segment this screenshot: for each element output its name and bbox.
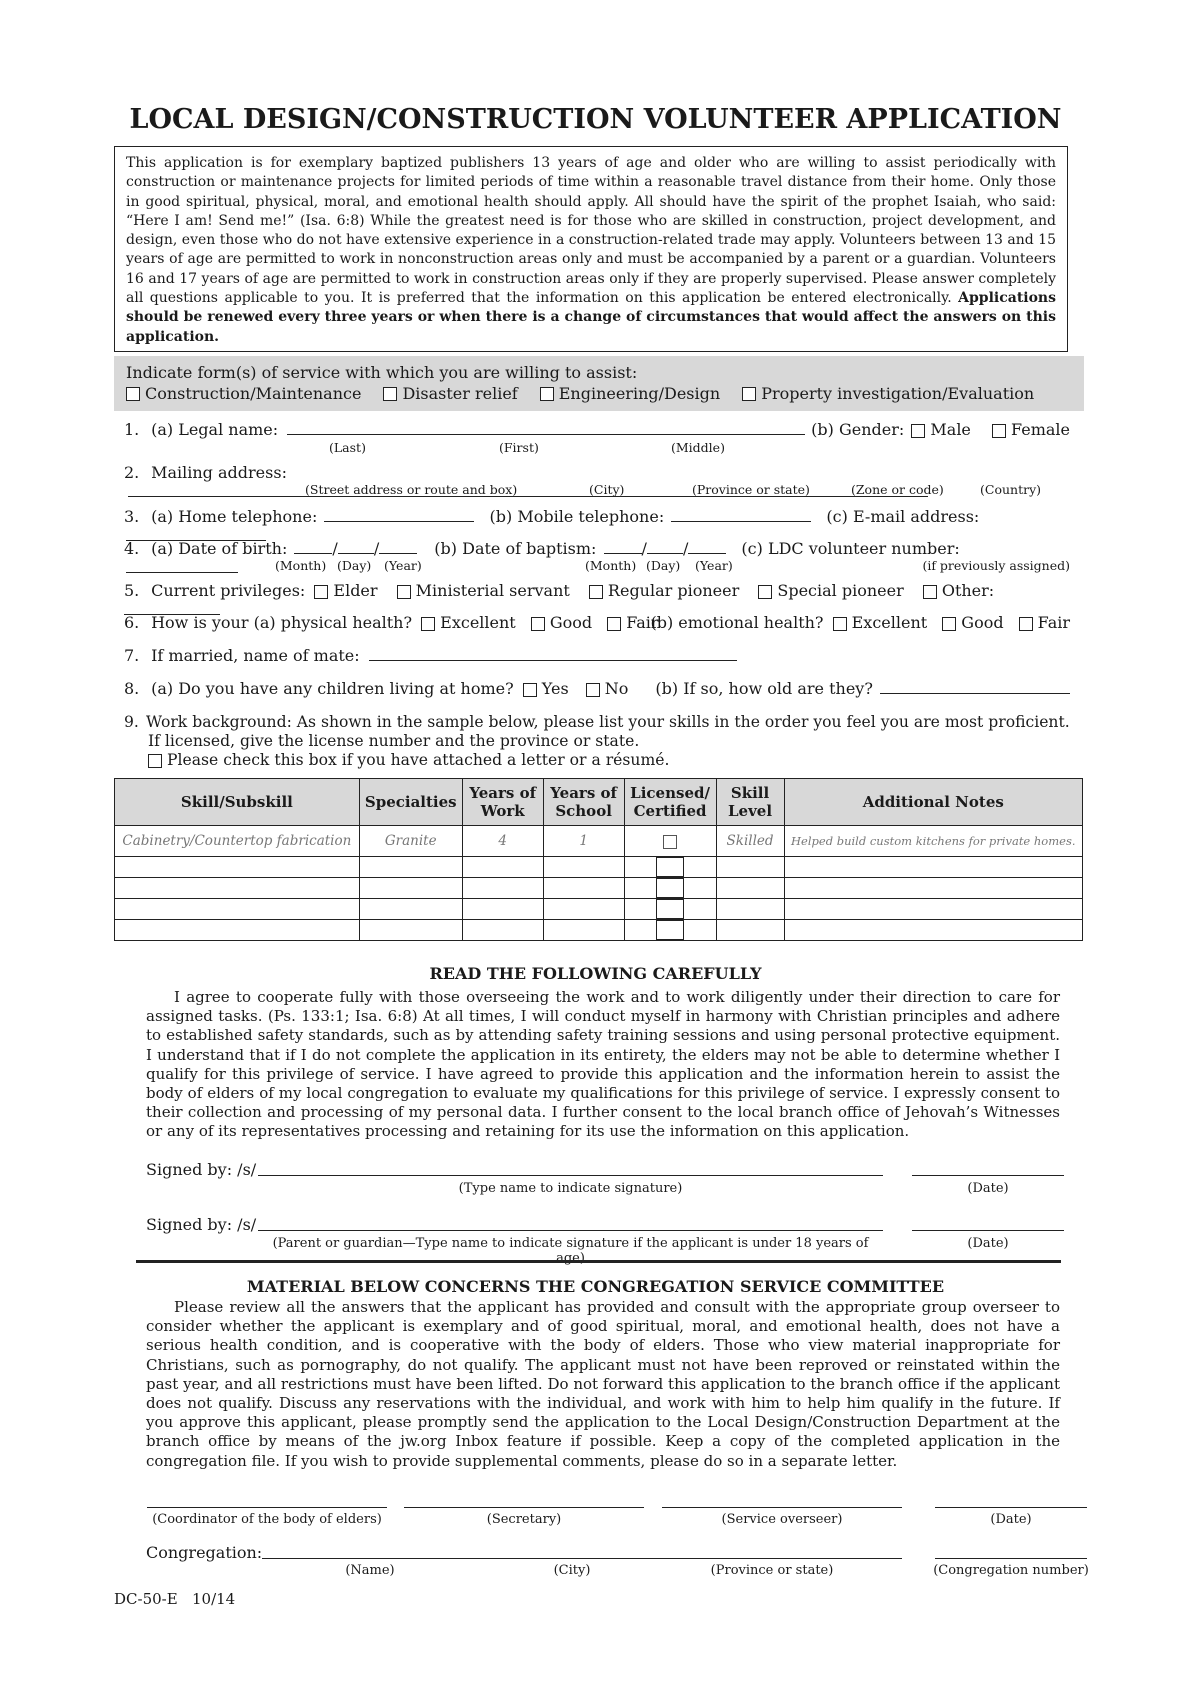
- physical-health-label: How is your (a) physical health?: [151, 613, 413, 632]
- service-type-section: [114, 356, 1084, 411]
- disaster-relief-label: Disaster relief: [402, 384, 518, 403]
- sample-years-school: 1: [543, 826, 624, 857]
- years-work-cell[interactable]: [462, 899, 543, 920]
- resume-checkbox[interactable]: [148, 754, 162, 768]
- children-yes-checkbox[interactable]: [523, 683, 537, 697]
- table-row: [115, 857, 1083, 878]
- dob-label: (a) Date of birth:: [151, 539, 288, 558]
- first-caption: (First): [499, 440, 539, 455]
- cong-province-caption: (Province or state): [710, 1563, 834, 1578]
- intro-bold-text: Applications should be renewed every three years or when there is a change of circumstances that would affect the answers on this application.: [126, 290, 1056, 345]
- mate-name-field[interactable]: [369, 646, 737, 661]
- other-label: Other:: [941, 581, 995, 600]
- question-8: [124, 679, 1070, 703]
- emotional-fair-checkbox[interactable]: [1019, 617, 1033, 631]
- guardian-signature-caption: (Parent or guardian—Type name to indicate signature if the applicant is under 18 years of age): [272, 1236, 869, 1266]
- emotional-good-label: Good: [961, 613, 1004, 632]
- q8-number: 8.: [124, 679, 140, 698]
- slash: /: [682, 539, 689, 558]
- skill-cell[interactable]: [115, 920, 360, 941]
- question-2: [124, 463, 1070, 499]
- intro-box: [114, 146, 1068, 352]
- skill-cell[interactable]: [115, 857, 360, 878]
- section-divider: [136, 1260, 1061, 1263]
- construction-label: Construction/Maintenance: [145, 384, 362, 403]
- mobile-phone-label: (b) Mobile telephone:: [489, 507, 665, 526]
- male-label: Male: [930, 420, 971, 439]
- dob-year-caption: (Year): [384, 558, 422, 573]
- children-label: (a) Do you have any children living at home?: [151, 679, 514, 698]
- years-school-cell[interactable]: [543, 857, 624, 878]
- intro-text: This application is for exemplary baptized publishers 13 years of age and older who are willing to assist periodically with construction or maintenance projects for limited periods of time within a reasonable travel distance from their home. Only those in good spiritual, physical, moral, and emotional health should apply. All should have the spirit of the prophet Isaiah, who said: “Here I am! Send me!” (Isa. 6:8) While the greatest need is for those who are skilled in construction, project development, and design, even those who do not have extensive experience in a construction-related trade may apply. Volunteers between 13 and 15 years of age are permitted to work in nonconstruction areas only and must be accompanied by a parent or a guardian. Volunteers 16 and 17 years of age are permitted to work in construction areas only if they are properly supervised. Please answer completely all questions applicable to you. It is preferred that the information on this application be entered electronically.: [126, 155, 1056, 307]
- physical-excellent-checkbox[interactable]: [421, 617, 435, 631]
- cong-city-caption: (City): [553, 1563, 591, 1578]
- children-ages-field[interactable]: [880, 679, 1070, 694]
- years-work-cell[interactable]: [462, 920, 543, 941]
- congregation-label: Congregation:: [146, 1543, 263, 1562]
- middle-caption: (Middle): [671, 440, 725, 455]
- elder-checkbox[interactable]: [314, 585, 328, 599]
- male-checkbox[interactable]: [911, 424, 925, 438]
- construction-checkbox[interactable]: [126, 387, 140, 401]
- skill-cell[interactable]: [115, 878, 360, 899]
- legal-name-label: (a) Legal name:: [151, 420, 279, 439]
- emotional-excellent-checkbox[interactable]: [833, 617, 847, 631]
- dob-month-field[interactable]: [294, 539, 332, 554]
- form-title: LOCAL DESIGN/CONSTRUCTION VOLUNTEER APPLICATION: [129, 104, 1062, 135]
- specialty-cell[interactable]: [359, 878, 462, 899]
- baptism-day-field[interactable]: [647, 539, 683, 554]
- years-work-header: Years of Work: [462, 779, 543, 826]
- question-4: [124, 539, 1070, 577]
- zone-caption: (Zone or code): [851, 482, 944, 497]
- skill-level-cell[interactable]: [716, 878, 784, 899]
- service-overseer-signature-field[interactable]: [662, 1507, 902, 1508]
- sample-licensed: [624, 826, 716, 857]
- dob-day-caption: (Day): [337, 558, 372, 573]
- notes-cell[interactable]: [784, 920, 1082, 941]
- ministerial-servant-checkbox[interactable]: [397, 585, 411, 599]
- specialty-cell[interactable]: [359, 857, 462, 878]
- work-background-text: Work background: As shown in the sample below, please list your skills in the order you feel you are most proficient.: [146, 713, 1070, 731]
- baptism-label: (b) Date of baptism:: [434, 539, 597, 558]
- q6-number: 6.: [124, 613, 140, 632]
- sample-row: [115, 826, 1083, 857]
- street-caption: (Street address or route and box): [305, 482, 518, 497]
- sample-notes: Helped build custom kitchens for private homes.: [784, 826, 1082, 857]
- female-label: Female: [1011, 420, 1070, 439]
- engineering-label: Engineering/Design: [558, 384, 721, 403]
- baptism-day-caption: (Day): [646, 558, 681, 573]
- children-yes-label: Yes: [541, 679, 569, 698]
- skill-level-cell[interactable]: [716, 857, 784, 878]
- question-9: [124, 713, 1070, 773]
- question-1: [124, 420, 1070, 456]
- children-no-label: No: [604, 679, 629, 698]
- disaster-relief-checkbox[interactable]: [383, 387, 397, 401]
- specialties-header: Specialties: [359, 779, 462, 826]
- signature-date-caption: (Date): [967, 1181, 1009, 1196]
- emotional-excellent-label: Excellent: [851, 613, 928, 632]
- female-checkbox[interactable]: [992, 424, 1006, 438]
- slash: /: [332, 539, 338, 558]
- mate-name-label: If married, name of mate:: [151, 646, 360, 665]
- years-work-cell[interactable]: [462, 857, 543, 878]
- service-overseer-caption: (Service overseer): [721, 1512, 843, 1527]
- congregation-number-field[interactable]: [935, 1558, 1087, 1559]
- baptism-year-caption: (Year): [695, 558, 733, 573]
- skill-level-header: Skill Level: [716, 779, 784, 826]
- other-checkbox[interactable]: [923, 585, 937, 599]
- table-row: [115, 878, 1083, 899]
- privileges-label: Current privileges:: [151, 581, 306, 600]
- mailing-address-label: Mailing address:: [151, 463, 287, 482]
- home-phone-field[interactable]: [324, 507, 474, 522]
- guardian-signed-by-label: Signed by: /s/: [146, 1215, 257, 1234]
- licensed-checkbox[interactable]: [656, 920, 684, 940]
- cong-number-caption: (Congregation number): [933, 1563, 1089, 1578]
- congregation-field[interactable]: [262, 1558, 902, 1559]
- licensed-header: Licensed/ Certified: [624, 779, 716, 826]
- baptism-year-field[interactable]: [688, 539, 726, 554]
- sample-specialty: Granite: [359, 826, 462, 857]
- table-row: [115, 920, 1083, 941]
- q7-number: 7.: [124, 646, 140, 665]
- signature-date-field[interactable]: [912, 1175, 1064, 1176]
- emotional-health-label: (b) emotional health?: [650, 613, 824, 632]
- years-school-cell[interactable]: [543, 899, 624, 920]
- special-pioneer-label: Special pioneer: [777, 581, 904, 600]
- committee-date-field[interactable]: [935, 1507, 1087, 1508]
- skills-table: [114, 778, 1083, 941]
- guardian-date-field[interactable]: [912, 1230, 1064, 1231]
- mobile-phone-field[interactable]: [671, 507, 811, 522]
- home-phone-label: (a) Home telephone:: [151, 507, 318, 526]
- elder-label: Elder: [333, 581, 378, 600]
- physical-good-label: Good: [549, 613, 593, 632]
- licensed-cell: [624, 920, 716, 941]
- question-3: [124, 507, 1070, 531]
- licensed-checkbox[interactable]: [656, 878, 684, 898]
- signed-by-label: Signed by: /s/: [146, 1160, 257, 1179]
- children-ages-label: (b) If so, how old are they?: [655, 679, 873, 698]
- physical-excellent-label: Excellent: [440, 613, 516, 632]
- dob-year-field[interactable]: [379, 539, 417, 554]
- regular-pioneer-checkbox[interactable]: [589, 585, 603, 599]
- table-row: [115, 899, 1083, 920]
- years-school-header: Years of School: [543, 779, 624, 826]
- ldc-number-field[interactable]: [126, 558, 238, 573]
- years-school-cell[interactable]: [543, 920, 624, 941]
- baptism-month-caption: (Month): [585, 558, 637, 573]
- notes-cell[interactable]: [784, 878, 1082, 899]
- guardian-signature-field[interactable]: [258, 1230, 883, 1231]
- specialty-cell[interactable]: [359, 899, 462, 920]
- signature-caption: (Type name to indicate signature): [458, 1181, 683, 1196]
- physical-fair-checkbox[interactable]: [607, 617, 621, 631]
- question-6: [124, 613, 1070, 637]
- country-caption: (Country): [980, 482, 1042, 497]
- q3-number: 3.: [124, 507, 140, 526]
- skill-header: Skill/Subskill: [115, 779, 360, 826]
- children-no-checkbox[interactable]: [586, 683, 600, 697]
- committee-text: Please review all the answers that the applicant has provided and consult with the appropriate group overseer to consider whether the applicant is exemplary and of good spiritual, moral, and emotional health, does not have a serious health condition, and is cooperative with the body of elders. Those who view material inappropriate for Christians, such as pornography, do not qualify. The applicant must not have been reproved or reinstated within the past year, and all restrictions must have been lifted. Do not forward this application to the branch office if the applicant does not qualify. Discuss any reservations with the individual, and work with him to help him qualify in the future. If you approve this applicant, please promptly send the application to the Local Design/Construction Department at the branch office by means of the jw.org Inbox feature if possible. Keep a copy of the completed application in the congregation file. If you wish to provide supplemental comments, please do so in a separate letter.: [146, 1298, 1060, 1470]
- skill-level-cell[interactable]: [716, 899, 784, 920]
- property-checkbox[interactable]: [742, 387, 756, 401]
- gender-label: (b) Gender:: [811, 420, 905, 439]
- slash: /: [641, 539, 647, 558]
- sample-years-work: 4: [462, 826, 543, 857]
- coordinator-caption: (Coordinator of the body of elders): [152, 1512, 382, 1527]
- question-5: [124, 581, 1070, 605]
- licensed-cell: [624, 899, 716, 920]
- secretary-signature-field[interactable]: [404, 1507, 644, 1508]
- licensed-cell: [624, 857, 716, 878]
- property-label: Property investigation/Evaluation: [761, 384, 1035, 403]
- cong-name-caption: (Name): [345, 1563, 395, 1578]
- province-caption: (Province or state): [692, 482, 810, 497]
- skill-cell[interactable]: [115, 899, 360, 920]
- dob-day-field[interactable]: [338, 539, 374, 554]
- q4-number: 4.: [124, 539, 140, 558]
- emotional-good-checkbox[interactable]: [942, 617, 956, 631]
- dob-month-caption: (Month): [275, 558, 327, 573]
- form-code: DC-50-E 10/14: [114, 1590, 236, 1608]
- notes-cell[interactable]: [784, 899, 1082, 920]
- resume-label: Please check this box if you have attached a letter or a résumé.: [167, 751, 670, 769]
- signature-field[interactable]: [258, 1175, 883, 1176]
- sample-licensed-checkbox: [663, 835, 677, 849]
- secretary-caption: (Secretary): [486, 1512, 562, 1527]
- email-label: (c) E-mail address:: [826, 507, 980, 526]
- sample-skill: Cabinetry/Countertop fabrication: [115, 826, 360, 857]
- specialty-cell[interactable]: [359, 920, 462, 941]
- ldc-note: (if previously assigned): [922, 558, 1070, 573]
- years-work-cell[interactable]: [462, 878, 543, 899]
- years-school-cell[interactable]: [543, 878, 624, 899]
- licensed-checkbox[interactable]: [656, 899, 684, 919]
- special-pioneer-checkbox[interactable]: [758, 585, 772, 599]
- skill-level-cell[interactable]: [716, 920, 784, 941]
- q9-number: 9.: [124, 713, 139, 731]
- licensed-cell: [624, 878, 716, 899]
- q5-number: 5.: [124, 581, 140, 600]
- service-prompt: Indicate form(s) of service with which you are willing to assist:: [126, 363, 638, 382]
- ministerial-servant-label: Ministerial servant: [415, 581, 570, 600]
- baptism-month-field[interactable]: [604, 539, 642, 554]
- legal-name-field[interactable]: [287, 420, 805, 435]
- q2-number: 2.: [124, 463, 140, 482]
- notes-header: Additional Notes: [784, 779, 1082, 826]
- guardian-date-caption: (Date): [967, 1236, 1009, 1251]
- q1-number: 1.: [124, 420, 140, 439]
- emotional-fair-label: Fair: [1037, 613, 1070, 632]
- physical-good-checkbox[interactable]: [531, 617, 545, 631]
- sample-skill-level: Skilled: [716, 826, 784, 857]
- license-text: If licensed, give the license number and the province or state.: [148, 732, 640, 750]
- city-caption: (City): [589, 482, 625, 497]
- last-caption: (Last): [329, 440, 366, 455]
- notes-cell[interactable]: [784, 857, 1082, 878]
- physical-fair-label: Fair: [626, 613, 659, 632]
- engineering-checkbox[interactable]: [540, 387, 554, 401]
- committee-date-caption: (Date): [990, 1512, 1032, 1527]
- agreement-text: I agree to cooperate fully with those overseeing the work and to work diligently under their direction to care for assigned tasks. (Ps. 133:1; Isa. 6:8) At all times, I will conduct myself in harmony with Christian principles and adhere to established safety standards, such as by attending safety training sessions and using personal protective equipment. I understand that if I do not complete the application in its entirety, the elders may not be able to determine whether I qualify for this privilege of service. I have agreed to provide this application and the information herein to assist the body of elders of my local congregation to evaluate my qualifications for this privilege of service. I expressly consent to their collection and processing of my personal data. I further consent to the local branch office of Jehovah’s Witnesses or any of its representatives processing and retaining for its use the information on this application.: [146, 988, 1060, 1141]
- coordinator-signature-field[interactable]: [147, 1507, 387, 1508]
- ldc-number-label: (c) LDC volunteer number:: [741, 539, 960, 558]
- skills-header-row: [115, 779, 1083, 826]
- regular-pioneer-label: Regular pioneer: [607, 581, 740, 600]
- slash: /: [373, 539, 380, 558]
- question-7: [124, 646, 1070, 670]
- licensed-checkbox[interactable]: [656, 857, 684, 877]
- agreement-heading: READ THE FOLLOWING CAREFULLY: [429, 964, 762, 983]
- committee-heading: MATERIAL BELOW CONCERNS THE CONGREGATION SERVICE COMMITTEE: [246, 1277, 945, 1296]
